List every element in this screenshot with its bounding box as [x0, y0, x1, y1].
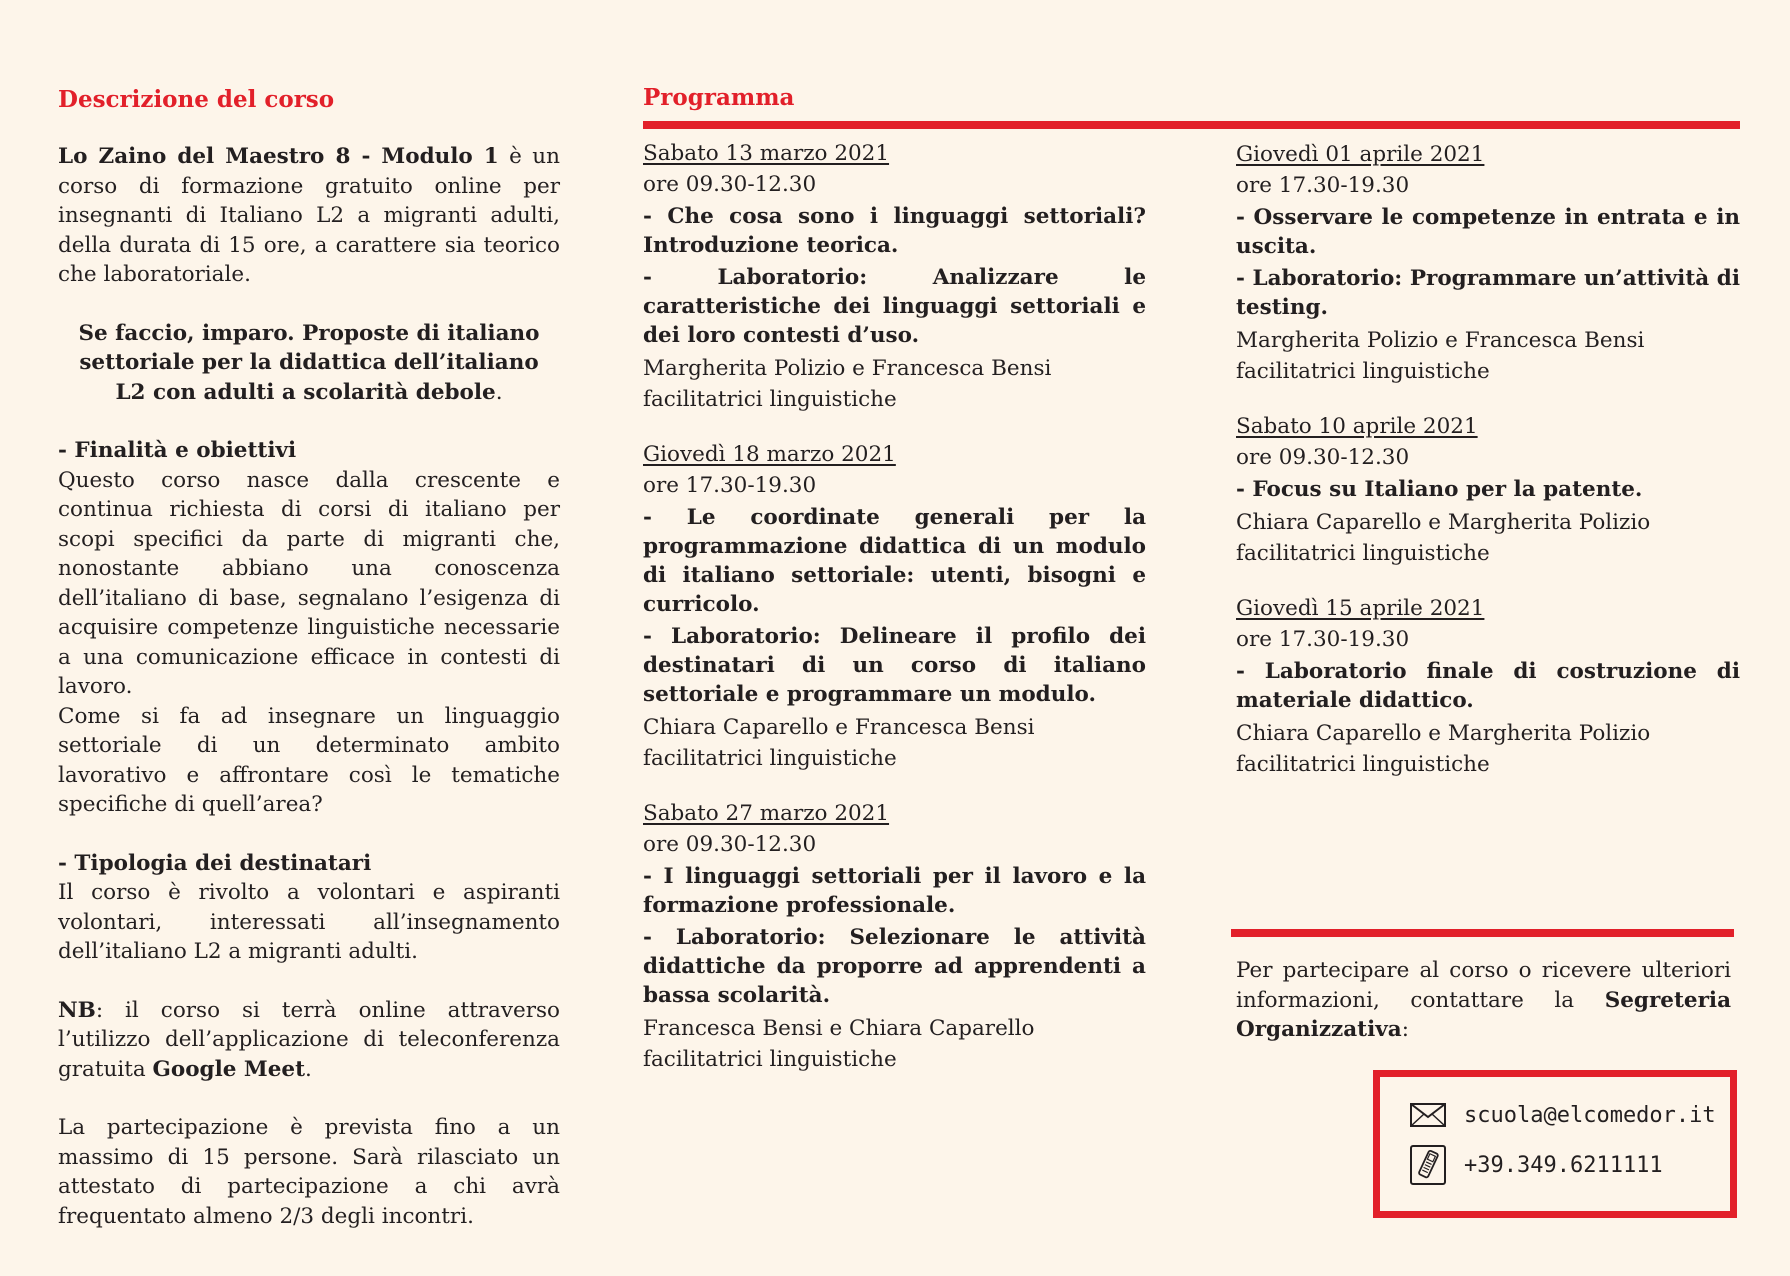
session-role: facilitatrici linguistiche [643, 746, 897, 771]
contact-text: Per partecipare al corso o ricevere ulteriori informazioni, contattare la Segreteria Organizzativa: [1236, 958, 1731, 1042]
contact-divider [1231, 929, 1734, 937]
session-role: facilitatrici linguistiche [1236, 359, 1490, 384]
session-topic: - Che cosa sono i linguaggi settoriali? Introduzione teorica. [643, 204, 1146, 258]
goals-text: Questo corso nasce dalla crescente e continua richiesta di corsi di italiano per scopi specifici da parte di migranti che, nonostante abbiano una conoscenza dell’italiano di base, segnalano l’esigenza di acquisire competenze linguistiche necessarie a una comunicazione efficace in contesti di lavoro. [58, 467, 560, 699]
session-time: ore 09.30-12.30 [643, 832, 817, 857]
participation-note: La partecipazione è prevista fino a un massimo di 15 persone. Sarà rilasciato un attestato di partecipazione a chi avrà frequentato almeno 2/3 degli incontri. [58, 1115, 560, 1229]
phone-row[interactable] [1408, 1145, 1663, 1185]
program-column-2 [1236, 140, 1740, 805]
course-subtitle: Se faccio, imparo. Proposte di italiano settoriale per la didattica dell’italiano L2 con adulti a scolarità debole. [78, 320, 540, 405]
program-session [1236, 140, 1740, 386]
session-role: facilitatrici linguistiche [1236, 752, 1490, 777]
session-topic: - Osservare le competenze in entrata e in uscita. [1236, 205, 1740, 259]
session-topic: - Laboratorio: Selezionare le attività didattiche da proporre ad apprendenti a bassa scolarità. [643, 925, 1146, 1008]
goals-question: Come si fa ad insegnare un linguaggio settoriale di un determinato ambito lavorativo e affrontare così le tematiche specifiche di quell’area? [58, 703, 560, 817]
course-description [58, 142, 560, 1231]
mobile-phone-icon [1408, 1145, 1448, 1185]
nb-note: NB: il corso si terrà online attraverso l’utilizzo dell’applicazione di teleconferenza gratuita Google Meet. [58, 997, 560, 1082]
session-speakers: Francesca Bensi e Chiara Caparello [643, 1016, 1035, 1041]
session-topic: - Laboratorio finale di costruzione di materiale didattico. [1236, 659, 1740, 713]
session-time: ore 09.30-12.30 [1236, 445, 1410, 470]
session-date: Giovedì 01 aprile 2021 [1236, 142, 1485, 167]
session-role: facilitatrici linguistiche [1236, 541, 1490, 566]
audience-text: Il corso è rivolto a volontari e aspiranti volontari, interessati all’insegnamento dell’italiano L2 a migranti adulti. [58, 880, 560, 964]
program-session [1236, 412, 1740, 568]
session-speakers: Chiara Caparello e Margherita Polizio [1236, 721, 1651, 746]
program-session [643, 139, 1146, 414]
program-column-1 [643, 139, 1146, 1100]
session-role: facilitatrici linguistiche [643, 387, 897, 412]
program-session [643, 440, 1146, 773]
session-role: facilitatrici linguistiche [643, 1047, 897, 1072]
session-topic: - Laboratorio: Delineare il profilo dei destinatari di un corso di italiano settoriale e programmare un modulo. [643, 624, 1146, 707]
session-date: Sabato 10 aprile 2021 [1236, 414, 1478, 439]
session-date: Sabato 27 marzo 2021 [643, 801, 890, 826]
session-topic: - Focus su Italiano per la patente. [1236, 477, 1643, 502]
session-time: ore 17.30-19.30 [1236, 173, 1410, 198]
session-date: Sabato 13 marzo 2021 [643, 141, 890, 166]
session-date: Giovedì 18 marzo 2021 [643, 442, 896, 467]
program-divider [643, 121, 1740, 129]
session-time: ore 09.30-12.30 [643, 172, 817, 197]
phone-number[interactable]: +39.349.6211111 [1464, 1152, 1663, 1178]
session-topic: - Laboratorio: Analizzare le caratteristiche dei linguaggi settoriali e dei loro contesti d’uso. [643, 265, 1146, 348]
session-topic: - Laboratorio: Programmare un’attività di testing. [1236, 266, 1740, 320]
email-address[interactable]: scuola@elcomedor.it [1464, 1102, 1716, 1128]
envelope-icon [1408, 1095, 1448, 1135]
session-speakers: Margherita Polizio e Francesca Bensi [643, 356, 1052, 381]
audience-heading: - Tipologia dei destinatari [58, 850, 372, 876]
program-session [1236, 594, 1740, 779]
email-row[interactable] [1408, 1095, 1716, 1135]
contact-box [1373, 1070, 1737, 1218]
session-time: ore 17.30-19.30 [1236, 627, 1410, 652]
session-date: Giovedì 15 aprile 2021 [1236, 596, 1485, 621]
session-speakers: Chiara Caparello e Margherita Polizio [1236, 510, 1651, 535]
session-speakers: Margherita Polizio e Francesca Bensi [1236, 328, 1645, 353]
session-time: ore 17.30-19.30 [643, 473, 817, 498]
session-topic: - I linguaggi settoriali per il lavoro e la formazione professionale. [643, 864, 1146, 918]
program-heading: Programma [643, 84, 795, 111]
goals-heading: - Finalità e obiettivi [58, 438, 297, 463]
description-heading: Descrizione del corso [58, 86, 335, 113]
session-speakers: Chiara Caparello e Francesca Bensi [643, 715, 1035, 740]
session-topic: - Le coordinate generali per la programmazione didattica di un modulo di italiano settoriale: utenti, bisogni e curricolo. [643, 505, 1146, 617]
intro-paragraph: Lo Zaino del Maestro 8 - Modulo 1 è un corso di formazione gratuito online per insegnanti di Italiano L2 a migranti adulti, della durata di 15 ore, a carattere sia teorico che laboratoriale. [58, 144, 560, 287]
program-session [643, 799, 1146, 1074]
